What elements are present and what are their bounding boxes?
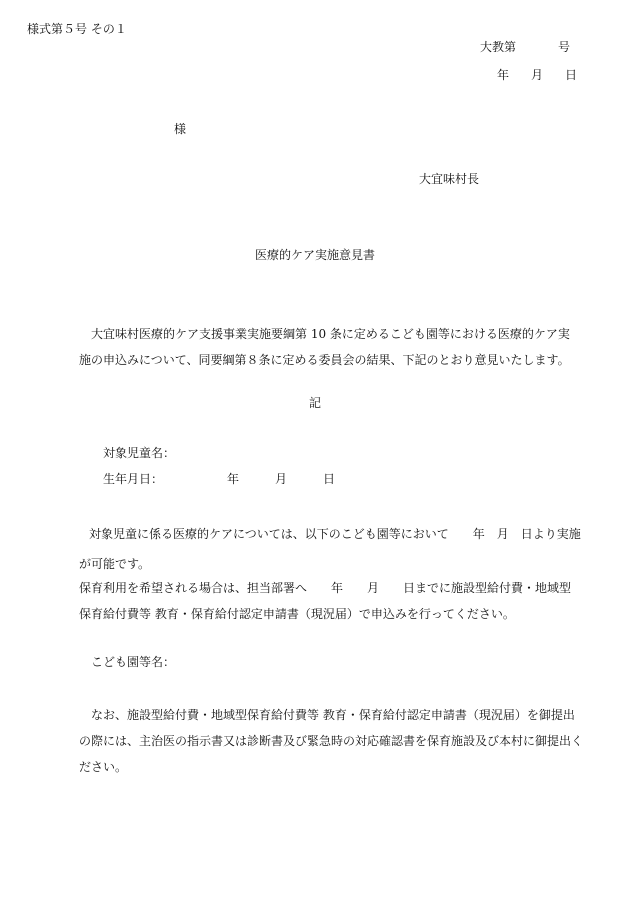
availability-paragraph: 対象児童に係る医療的ケアについては、以下のこども園等において 年 月 日より実施が可能です。 bbox=[79, 527, 581, 571]
birthdate-row bbox=[103, 470, 335, 487]
facility-name-label: こども園等名： bbox=[91, 655, 176, 669]
addressee-suffix: 様 bbox=[174, 122, 187, 136]
document-date bbox=[497, 66, 577, 83]
note-paragraph: なお、施設型給付費・地域型保育給付費等 教育・保育給付認定申請書（現況届）を御提出の際には、主治医の指示書又は診断書及び緊急時の対応確認書を保育施設及び本村に御提出ください。 bbox=[79, 708, 584, 774]
child-name-label: 対象児童名： bbox=[103, 446, 176, 460]
form-label: 様式第５号 その１ bbox=[27, 22, 127, 36]
body-paragraph: 大宜味村医療的ケア支援事業実施要綱第 10 条に定めるこども園等における医療的ケア実施の申込みについて、同要綱第８条に定める委員会の結果、下記のとおり意見いたします。 bbox=[79, 327, 570, 367]
document-number-prefix: 大教第 bbox=[480, 40, 517, 54]
document-number-suffix: 号 bbox=[558, 40, 571, 54]
document-number bbox=[480, 38, 570, 55]
issuer-name: 大宜味村長 bbox=[419, 172, 480, 186]
date-month: 月 bbox=[531, 68, 544, 82]
application-paragraph: 保育利用を希望される場合は、担当部署へ 年 月 日までに施設型給付費・地域型保育給付費等 教育・保育給付認定申請書（現況届）で申込みを行ってください。 bbox=[79, 581, 572, 621]
date-year: 年 bbox=[497, 68, 510, 82]
ki-heading: 記 bbox=[308, 396, 321, 410]
birth-day: 日 bbox=[323, 472, 336, 486]
birthdate-label: 生年月日： bbox=[103, 472, 164, 486]
birth-year: 年 bbox=[227, 472, 240, 486]
date-day: 日 bbox=[565, 68, 578, 82]
birth-month: 月 bbox=[275, 472, 288, 486]
document-title: 医療的ケア実施意見書 bbox=[254, 248, 375, 262]
